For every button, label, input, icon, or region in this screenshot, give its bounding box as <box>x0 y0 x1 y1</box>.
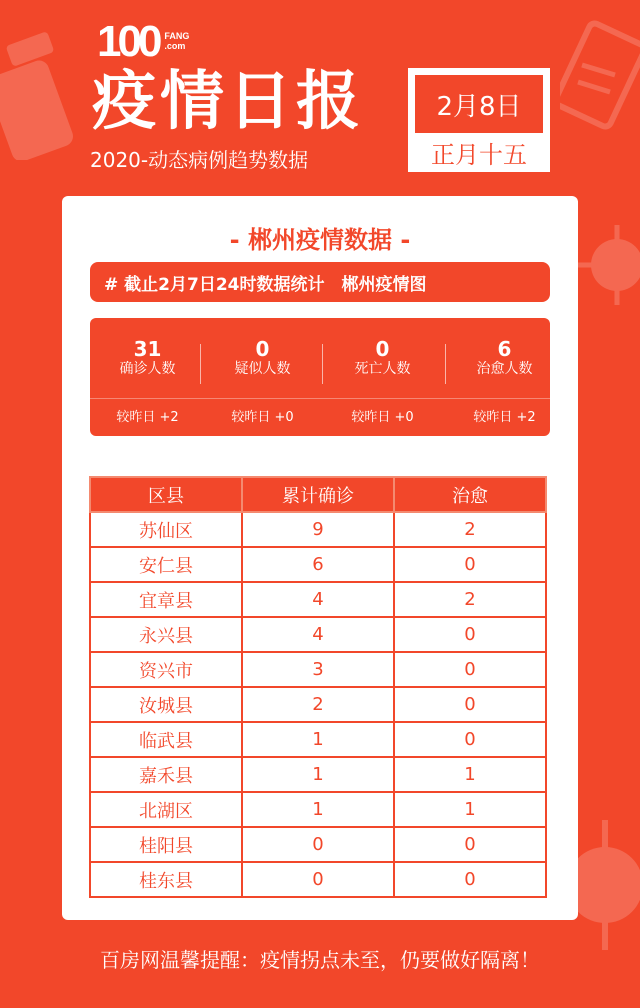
lunar-date: 正月十五 <box>431 140 527 169</box>
table-row <box>90 827 546 862</box>
stat-delta: 较昨日 +2 <box>116 410 179 425</box>
stat-divider <box>200 344 201 384</box>
stat-label: 疑似人数 <box>234 361 291 377</box>
column-header: 治愈 <box>394 477 546 512</box>
district-name: 永兴县 <box>90 617 242 652</box>
district-name: 资兴市 <box>90 652 242 687</box>
stat-suspected <box>205 338 320 378</box>
district-name: 汝城县 <box>90 687 242 722</box>
confirmed-count: 1 <box>242 757 394 792</box>
recovered-count: 2 <box>394 512 546 547</box>
recovered-count: 1 <box>394 757 546 792</box>
stats-banner: # 截止2月7日24时数据统计 郴州疫情图 <box>90 262 550 302</box>
data-card <box>62 196 578 920</box>
district-name: 临武县 <box>90 722 242 757</box>
stat-delta: 较昨日 +0 <box>231 410 294 425</box>
district-name: 桂东县 <box>90 862 242 897</box>
table-row <box>90 722 546 757</box>
confirmed-count: 0 <box>242 862 394 897</box>
stat-value: 0 <box>255 337 270 361</box>
district-name: 苏仙区 <box>90 512 242 547</box>
table-row <box>90 547 546 582</box>
stat-label: 确诊人数 <box>119 361 176 377</box>
footer-reminder: 百房网温馨提醒：疫情拐点未至，仍要做好隔离！ <box>100 948 540 972</box>
date: 2月8日 <box>415 75 543 133</box>
stat-deaths <box>325 338 440 378</box>
medicine-bottle-icon <box>0 30 80 160</box>
confirmed-count: 0 <box>242 827 394 862</box>
card-heading: - 郴州疫情数据 - <box>229 226 411 254</box>
district-name: 宜章县 <box>90 582 242 617</box>
stat-confirmed <box>90 338 205 378</box>
recovered-count: 0 <box>394 827 546 862</box>
recovered-count: 0 <box>394 862 546 897</box>
clipboard-icon <box>560 20 640 140</box>
recovered-count: 0 <box>394 722 546 757</box>
virus-icon <box>572 220 640 310</box>
stat-value: 31 <box>133 337 162 361</box>
date-box <box>408 68 550 172</box>
logo-sub-line2: .com <box>164 41 186 51</box>
recovered-count: 0 <box>394 652 546 687</box>
recovered-count: 1 <box>394 792 546 827</box>
recovered-count: 0 <box>394 617 546 652</box>
district-name: 嘉禾县 <box>90 757 242 792</box>
table-row <box>90 792 546 827</box>
stat-label: 死亡人数 <box>354 361 411 377</box>
table-body <box>90 512 546 897</box>
stat-label: 治愈人数 <box>476 361 533 377</box>
table-row <box>90 582 546 617</box>
confirmed-count: 9 <box>242 512 394 547</box>
confirmed-count: 1 <box>242 722 394 757</box>
table-row <box>90 687 546 722</box>
table-row <box>90 862 546 897</box>
column-header: 区县 <box>90 477 242 512</box>
stat-value: 6 <box>497 337 512 361</box>
confirmed-count: 2 <box>242 687 394 722</box>
recovered-count: 2 <box>394 582 546 617</box>
table-row <box>90 617 546 652</box>
stat-divider <box>322 344 323 384</box>
confirmed-count: 3 <box>242 652 394 687</box>
confirmed-count: 4 <box>242 617 394 652</box>
logo-sub-line1: FANG <box>164 31 190 42</box>
stat-delta: 较昨日 +0 <box>351 410 414 425</box>
district-name: 北湖区 <box>90 792 242 827</box>
confirmed-count: 1 <box>242 792 394 827</box>
recovered-count: 0 <box>394 687 546 722</box>
confirmed-count: 6 <box>242 547 394 582</box>
page-subtitle: 2020-动态病例趋势数据 <box>90 148 309 172</box>
table-row <box>90 757 546 792</box>
table-row <box>90 512 546 547</box>
stat-value: 0 <box>375 337 390 361</box>
district-name: 安仁县 <box>90 547 242 582</box>
recovered-count: 0 <box>394 547 546 582</box>
confirmed-count: 4 <box>242 582 394 617</box>
stat-delta: 较昨日 +2 <box>473 410 536 425</box>
stats-panel <box>90 318 550 436</box>
stat-divider <box>445 344 446 384</box>
logo-mark: 100 <box>97 17 159 66</box>
logo-sub <box>164 32 189 52</box>
table-row <box>90 652 546 687</box>
stats-divider <box>90 398 550 399</box>
table-header-row <box>90 477 546 512</box>
district-name: 桂阳县 <box>90 827 242 862</box>
column-header: 累计确诊 <box>242 477 394 512</box>
stat-recovered <box>447 338 562 378</box>
district-table <box>89 476 547 898</box>
page-title: 疫情日报 <box>92 65 364 139</box>
logo <box>97 17 190 66</box>
